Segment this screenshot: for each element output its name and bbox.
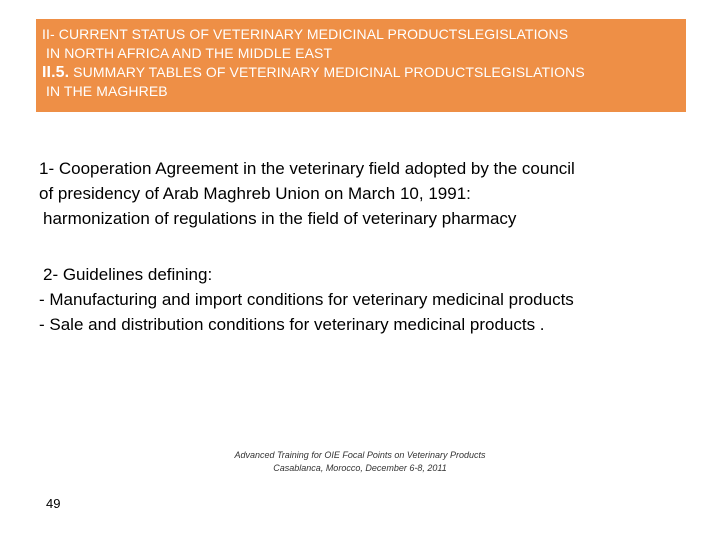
footer-line-2: Casablanca, Morocco, December 6-8, 2011 <box>273 463 447 473</box>
point-2 <box>39 262 574 337</box>
section-number: II.5. <box>42 64 70 81</box>
point-1-line-1: 1- Cooperation Agreement in the veterinary field adopted by the council <box>39 159 575 178</box>
title-line-3 <box>42 63 686 82</box>
point-2-line-3: - Sale and distribution conditions for veterinary medicinal products . <box>39 315 545 334</box>
point-2-line-1: 2- Guidelines defining: <box>43 265 213 284</box>
section-title: SUMMARY TABLES OF VETERINARY MEDICINAL PRODUCTSLEGISLATIONS <box>69 64 585 80</box>
title-line-2: IN NORTH AFRICA AND THE MIDDLE EAST <box>46 45 333 61</box>
point-1-line-3: harmonization of regulations in the field of veterinary pharmacy <box>43 209 517 228</box>
point-2-line-2: - Manufacturing and import conditions for veterinary medicinal products <box>39 290 574 309</box>
title-line-4: IN THE MAGHREB <box>46 83 168 99</box>
footer-line-1: Advanced Training for OIE Focal Points on Veterinary Products <box>234 450 486 460</box>
title-banner <box>36 19 686 112</box>
point-1-line-2: of presidency of Arab Maghreb Union on March 10, 1991: <box>39 184 471 203</box>
title-line-1: II- CURRENT STATUS OF VETERINARY MEDICINAL PRODUCTSLEGISLATIONS <box>42 26 569 42</box>
footer-note <box>0 449 720 475</box>
page-number: 49 <box>46 496 61 511</box>
point-1 <box>39 156 575 231</box>
